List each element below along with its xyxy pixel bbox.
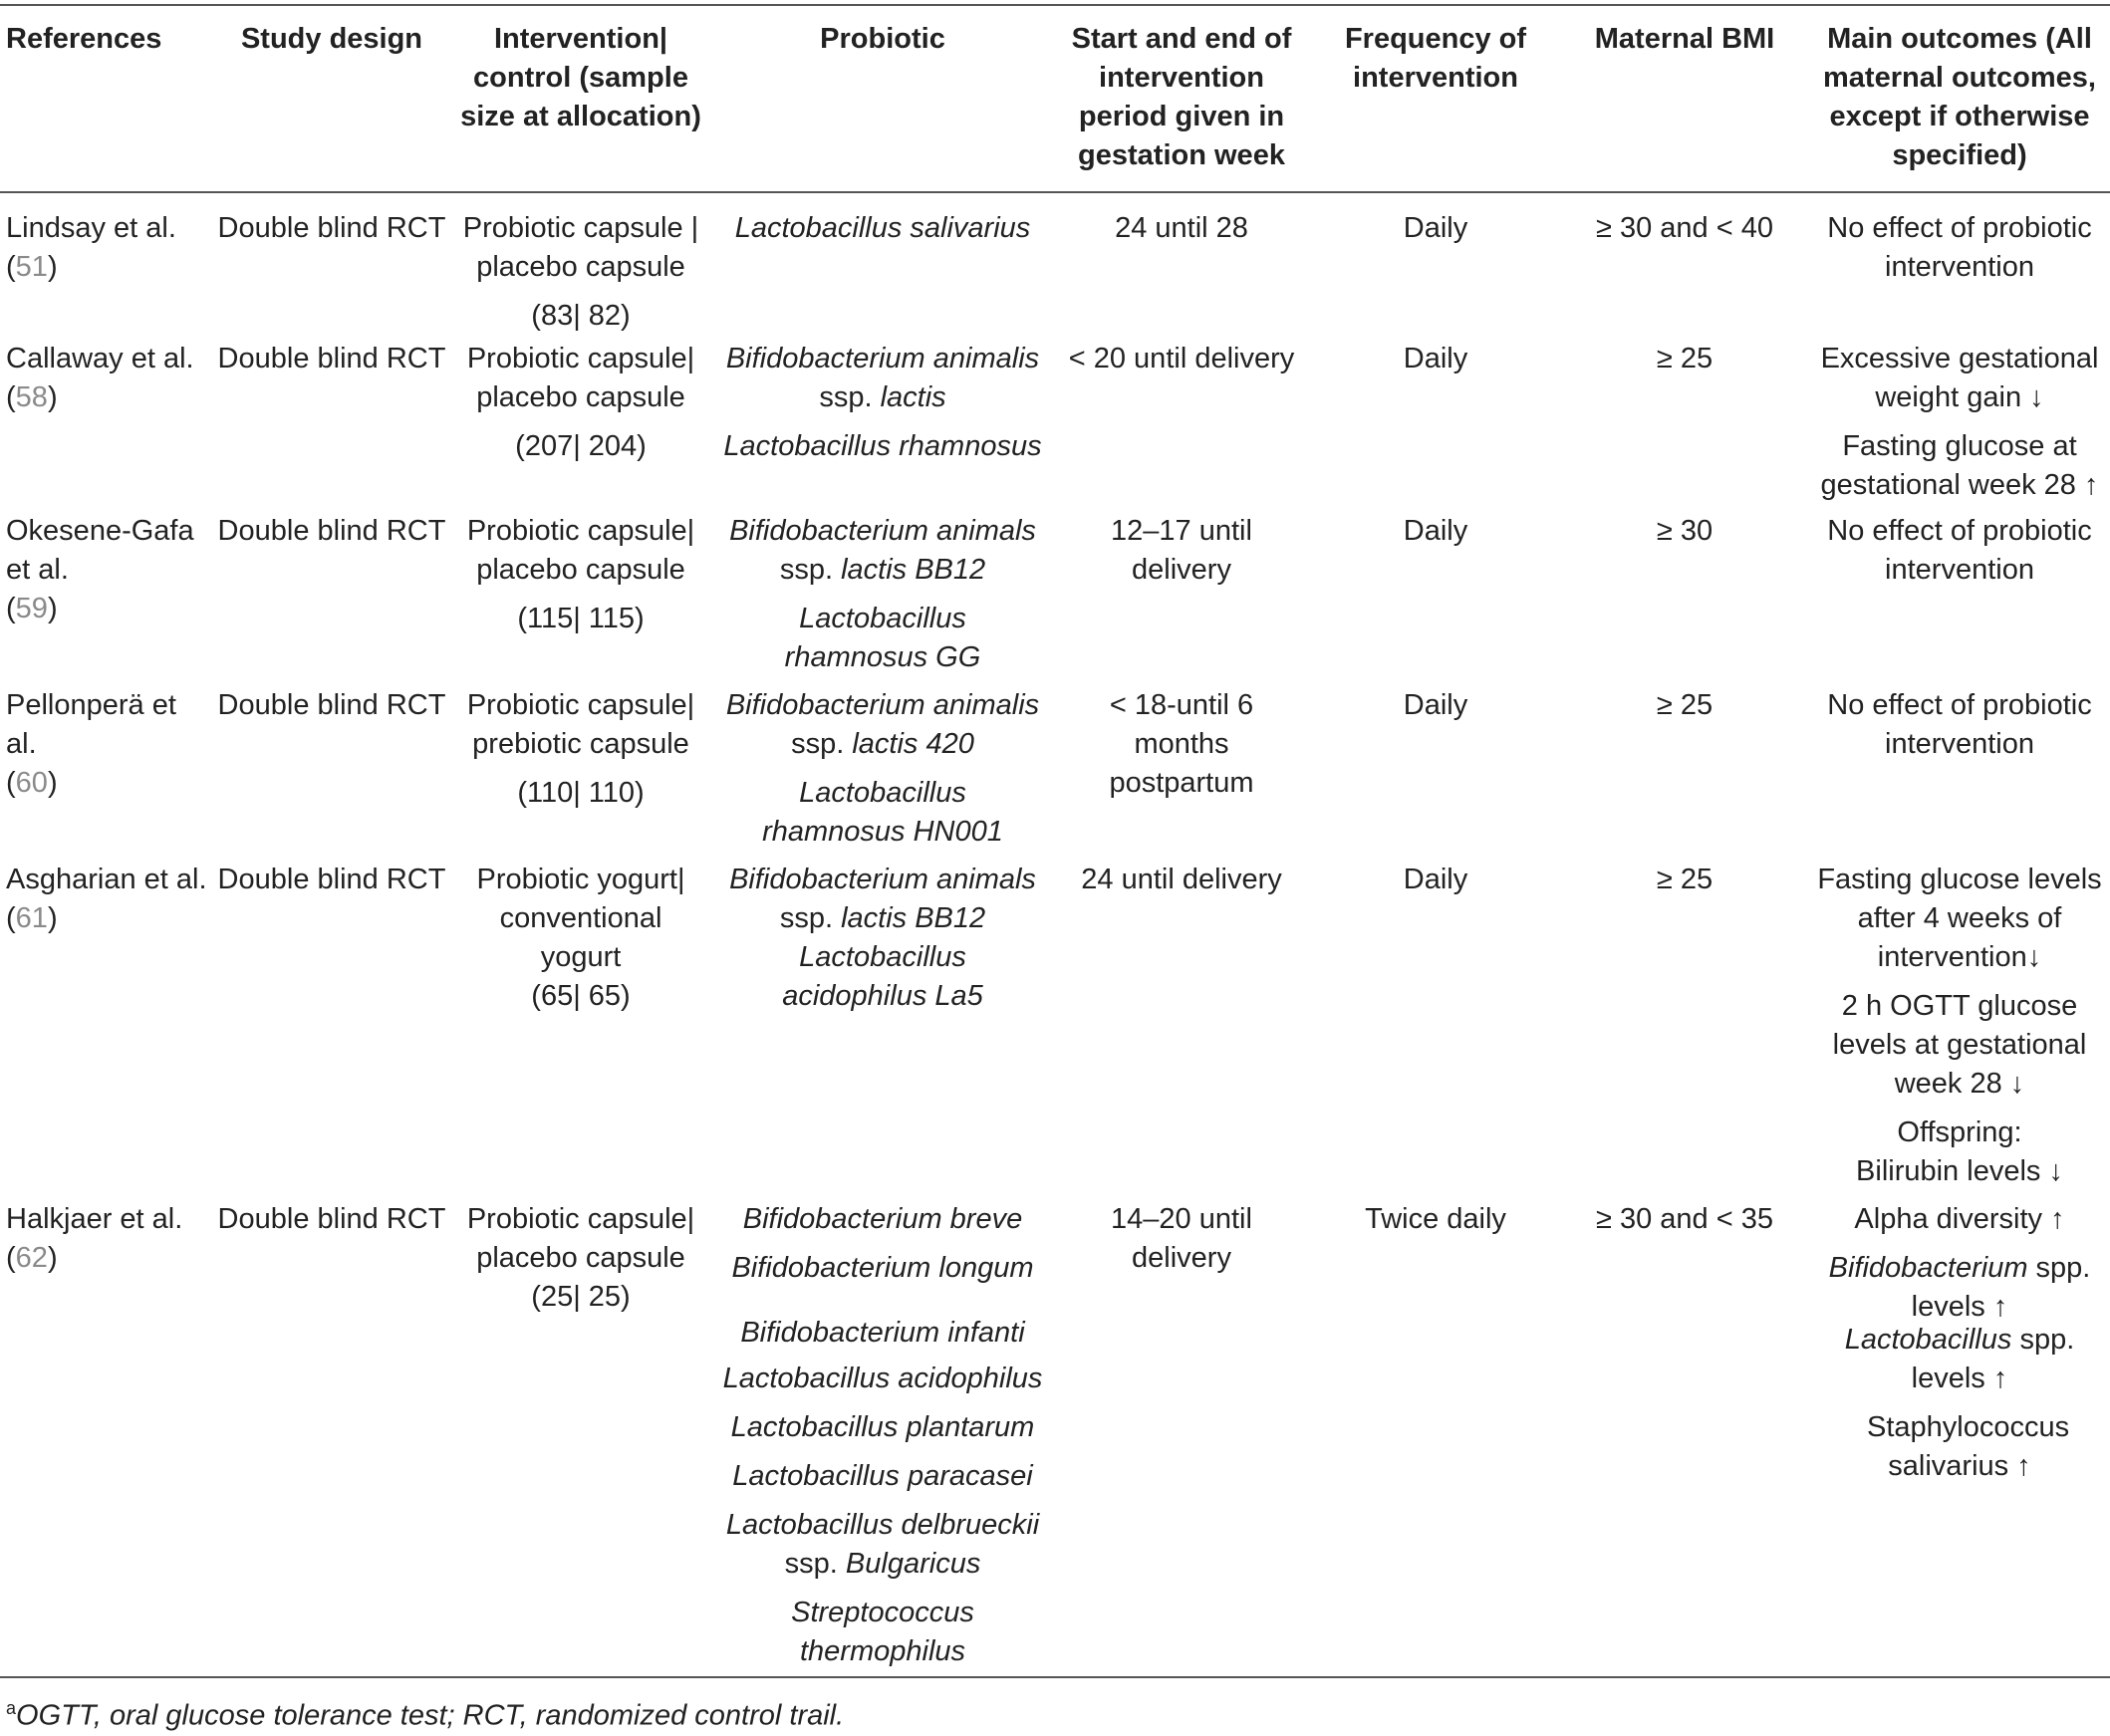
reference-cell: Okesene-Gafa et al. (59) (6, 515, 194, 624)
table-top-rule (0, 4, 2110, 6)
probiotic-strain: Bifidobacterium animals (729, 864, 1036, 895)
reference-author: Pellonperä et al. (6, 689, 176, 760)
sample-size: (110| 110) (517, 777, 645, 809)
bmi-cell: ≥ 30 and < 35 (1596, 1203, 1773, 1235)
probiotic-strain: Bifidobacterium animals (729, 515, 1036, 547)
outcome-item: No effect of probiotic intervention (1827, 689, 2092, 760)
table-bottom-rule (0, 1676, 2110, 1678)
probiotic-strain: Bifidobacterium animalis (725, 343, 1040, 374)
probiotic-strain: Lactobacillus delbrueckii (725, 1509, 1040, 1541)
probiotic-strain: Lactobacillus rhamnosus HN001 (762, 777, 1003, 848)
reference-cell: Asgharian et al. (61) (6, 864, 207, 934)
study-design-cell: Double blind RCT (217, 689, 446, 721)
outcome-item (1817, 1249, 2102, 1327)
frequency-cell: Daily (1403, 515, 1468, 547)
bmi-cell: ≥ 25 (1656, 689, 1714, 721)
sample-size: (65| 65) (531, 980, 631, 1012)
probiotic-strain: Lactobacillus acidophilus La5 (782, 941, 983, 1012)
outcome-item: No effect of probiotic intervention (1827, 212, 2092, 283)
reference-cell: Halkjaer et al. (62) (6, 1203, 183, 1274)
bmi-cell: ≥ 30 (1656, 515, 1714, 547)
reference-link[interactable]: 59 (15, 593, 48, 624)
ssp-label: ssp. (779, 902, 834, 934)
probiotic-cell (713, 686, 1052, 852)
reference-author: Halkjaer et al. (6, 1203, 183, 1235)
probiotic-cell (713, 1200, 1052, 1671)
header-outcomes: Main outcomes (All maternal outcomes, except if otherwise specified) (1823, 23, 2096, 171)
ssp-label: ssp. (819, 381, 873, 413)
probiotic-strain: Bifidobacterium breve (742, 1203, 1023, 1235)
study-design-cell: Double blind RCT (217, 212, 446, 244)
sample-size: (207| 204) (515, 430, 647, 462)
intervention-text: Probiotic capsule| placebo capsule (466, 343, 695, 413)
probiotic-strain: Bifidobacterium infanti (740, 1317, 1025, 1349)
sample-size: (115| 115) (517, 603, 645, 634)
outcomes-cell (1817, 512, 2102, 590)
outcome-item: Excessive gestational weight gain ↓ (1820, 343, 2099, 413)
bmi-cell: ≥ 30 and < 40 (1596, 212, 1773, 244)
reference-link[interactable]: 51 (15, 251, 48, 283)
intervention-cell (456, 512, 705, 638)
intervention-text: Probiotic capsule | placebo capsule (462, 212, 699, 283)
reference-link[interactable]: 61 (15, 902, 48, 934)
reference-author: Asgharian et al. (6, 864, 207, 895)
genus-name: Bifidobacterium (1828, 1252, 2028, 1284)
frequency-cell: Daily (1403, 212, 1468, 244)
header-frequency: Frequency of intervention (1344, 23, 1527, 94)
subspecies-name: lactis BB12 (841, 902, 986, 934)
study-design-cell: Double blind RCT (217, 343, 446, 374)
ssp-label: ssp. (779, 554, 834, 586)
outcome-item: Fasting glucose levels after 4 weeks of intervention↓ (1817, 864, 2102, 973)
outcomes-cell (1817, 209, 2102, 287)
intervention-cell (456, 1200, 705, 1317)
header-period: Start and end of intervention period given in gestation week (1071, 23, 1292, 171)
probiotic-cell (713, 861, 1052, 1016)
probiotic-strain: Lactobacillus salivarius (734, 212, 1031, 244)
period-cell: < 18-until 6 months postpartum (1109, 689, 1254, 799)
outcome-item: Fasting glucose at gestational week 28 ↑ (1820, 430, 2099, 501)
intervention-text: Probiotic capsule| prebiotic capsule (466, 689, 695, 760)
probiotic-cell (713, 512, 1052, 677)
period-cell: 24 until delivery (1081, 864, 1282, 895)
outcomes-cell (1817, 340, 2102, 505)
intervention-cell (456, 686, 705, 813)
study-design-cell: Double blind RCT (217, 864, 446, 895)
bmi-cell: ≥ 25 (1656, 864, 1714, 895)
probiotic-subspecies (713, 378, 1052, 417)
genus-name: Lactobacillus (1844, 1324, 2012, 1356)
outcome-detail: spp. levels ↑ (1911, 1252, 2091, 1323)
reference-author: Callaway et al. (6, 343, 194, 374)
intervention-cell (456, 209, 705, 336)
header-intervention: Intervention| control (sample size at allocation) (460, 23, 701, 132)
header-bmi: Maternal BMI (1594, 23, 1775, 55)
outcome-item: Offspring: Bilirubin levels ↓ (1856, 1116, 2063, 1187)
subspecies-name: Bulgaricus (845, 1548, 981, 1580)
outcome-item: Staphylococcus salivarius ↑ (1867, 1411, 2070, 1482)
period-cell: 12–17 until delivery (1111, 515, 1252, 586)
study-design-cell: Double blind RCT (217, 1203, 446, 1235)
reference-link[interactable]: 58 (15, 381, 48, 413)
header-bottom-rule (0, 191, 2110, 193)
header-references: References (6, 23, 162, 55)
reference-link[interactable]: 62 (15, 1242, 48, 1274)
probiotic-cell (713, 340, 1052, 466)
probiotic-strain: Lactobacillus rhamnosus GG (784, 603, 981, 673)
probiotic-subspecies (713, 1545, 1052, 1584)
subspecies-name: lactis 420 (852, 728, 974, 760)
intervention-text: Probiotic capsule| placebo capsule (466, 515, 695, 586)
intervention-cell (456, 861, 705, 1016)
outcome-item: No effect of probiotic intervention (1827, 515, 2092, 586)
reference-author: Okesene-Gafa et al. (6, 515, 194, 586)
probiotic-subspecies (713, 551, 1052, 590)
study-design-cell: Double blind RCT (217, 515, 446, 547)
probiotic-cell (713, 209, 1052, 248)
header-probiotic: Probiotic (820, 23, 945, 55)
probiotic-strain: Lactobacillus paracasei (732, 1460, 1033, 1492)
table-footnote (6, 1689, 844, 1736)
outcome-item (1817, 1321, 2102, 1398)
period-cell: 24 until 28 (1115, 212, 1248, 244)
reference-link[interactable]: 60 (15, 767, 48, 799)
footnote-marker: a (6, 1698, 17, 1718)
probiotic-subspecies (713, 725, 1052, 764)
probiotic-strain: Lactobacillus acidophilus (722, 1363, 1043, 1394)
probiotic-strain: Bifidobacterium longum (731, 1252, 1034, 1284)
frequency-cell: Daily (1403, 864, 1468, 895)
header-study-design: Study design (240, 23, 423, 55)
period-cell: < 20 until delivery (1068, 343, 1295, 374)
probiotic-strain: Lactobacillus rhamnosus (723, 430, 1042, 462)
intervention-cell (456, 340, 705, 466)
probiotic-strain: Streptococcus thermophilus (791, 1597, 974, 1667)
probiotic-strain: Bifidobacterium animalis (725, 689, 1040, 721)
frequency-cell: Daily (1403, 689, 1468, 721)
sample-size: (25| 25) (531, 1281, 631, 1313)
outcome-detail: spp. levels ↑ (1911, 1324, 2075, 1394)
frequency-cell: Twice daily (1365, 1203, 1506, 1235)
intervention-text: Probiotic yogurt| conventional yogurt (476, 864, 685, 973)
outcomes-cell (1817, 686, 2102, 764)
reference-cell: Callaway et al. (58) (6, 343, 194, 413)
period-cell: 14–20 until delivery (1111, 1203, 1252, 1274)
outcome-item: Alpha diversity ↑ (1854, 1203, 2065, 1235)
subspecies-name: lactis (880, 381, 946, 413)
ssp-label: ssp. (784, 1548, 838, 1580)
probiotic-subspecies (713, 899, 1052, 938)
outcomes-cell (1817, 1200, 2102, 1486)
probiotic-strain: Lactobacillus plantarum (730, 1411, 1035, 1443)
footnote-text: OGTT, oral glucose tolerance test; RCT, randomized control trail. (16, 1699, 845, 1732)
subspecies-name: lactis BB12 (841, 554, 986, 586)
reference-author: Lindsay et al. (6, 212, 176, 244)
ssp-label: ssp. (791, 728, 845, 760)
outcome-item: 2 h OGTT glucose levels at gestational week 28 ↓ (1832, 990, 2087, 1100)
frequency-cell: Daily (1403, 343, 1468, 374)
outcomes-cell (1817, 861, 2102, 1191)
sample-size: (83| 82) (531, 300, 631, 332)
reference-cell: Pellonperä et al. (60) (6, 689, 176, 799)
bmi-cell: ≥ 25 (1656, 343, 1714, 374)
reference-cell: Lindsay et al. (51) (6, 212, 176, 283)
intervention-text: Probiotic capsule| placebo capsule (466, 1203, 695, 1274)
